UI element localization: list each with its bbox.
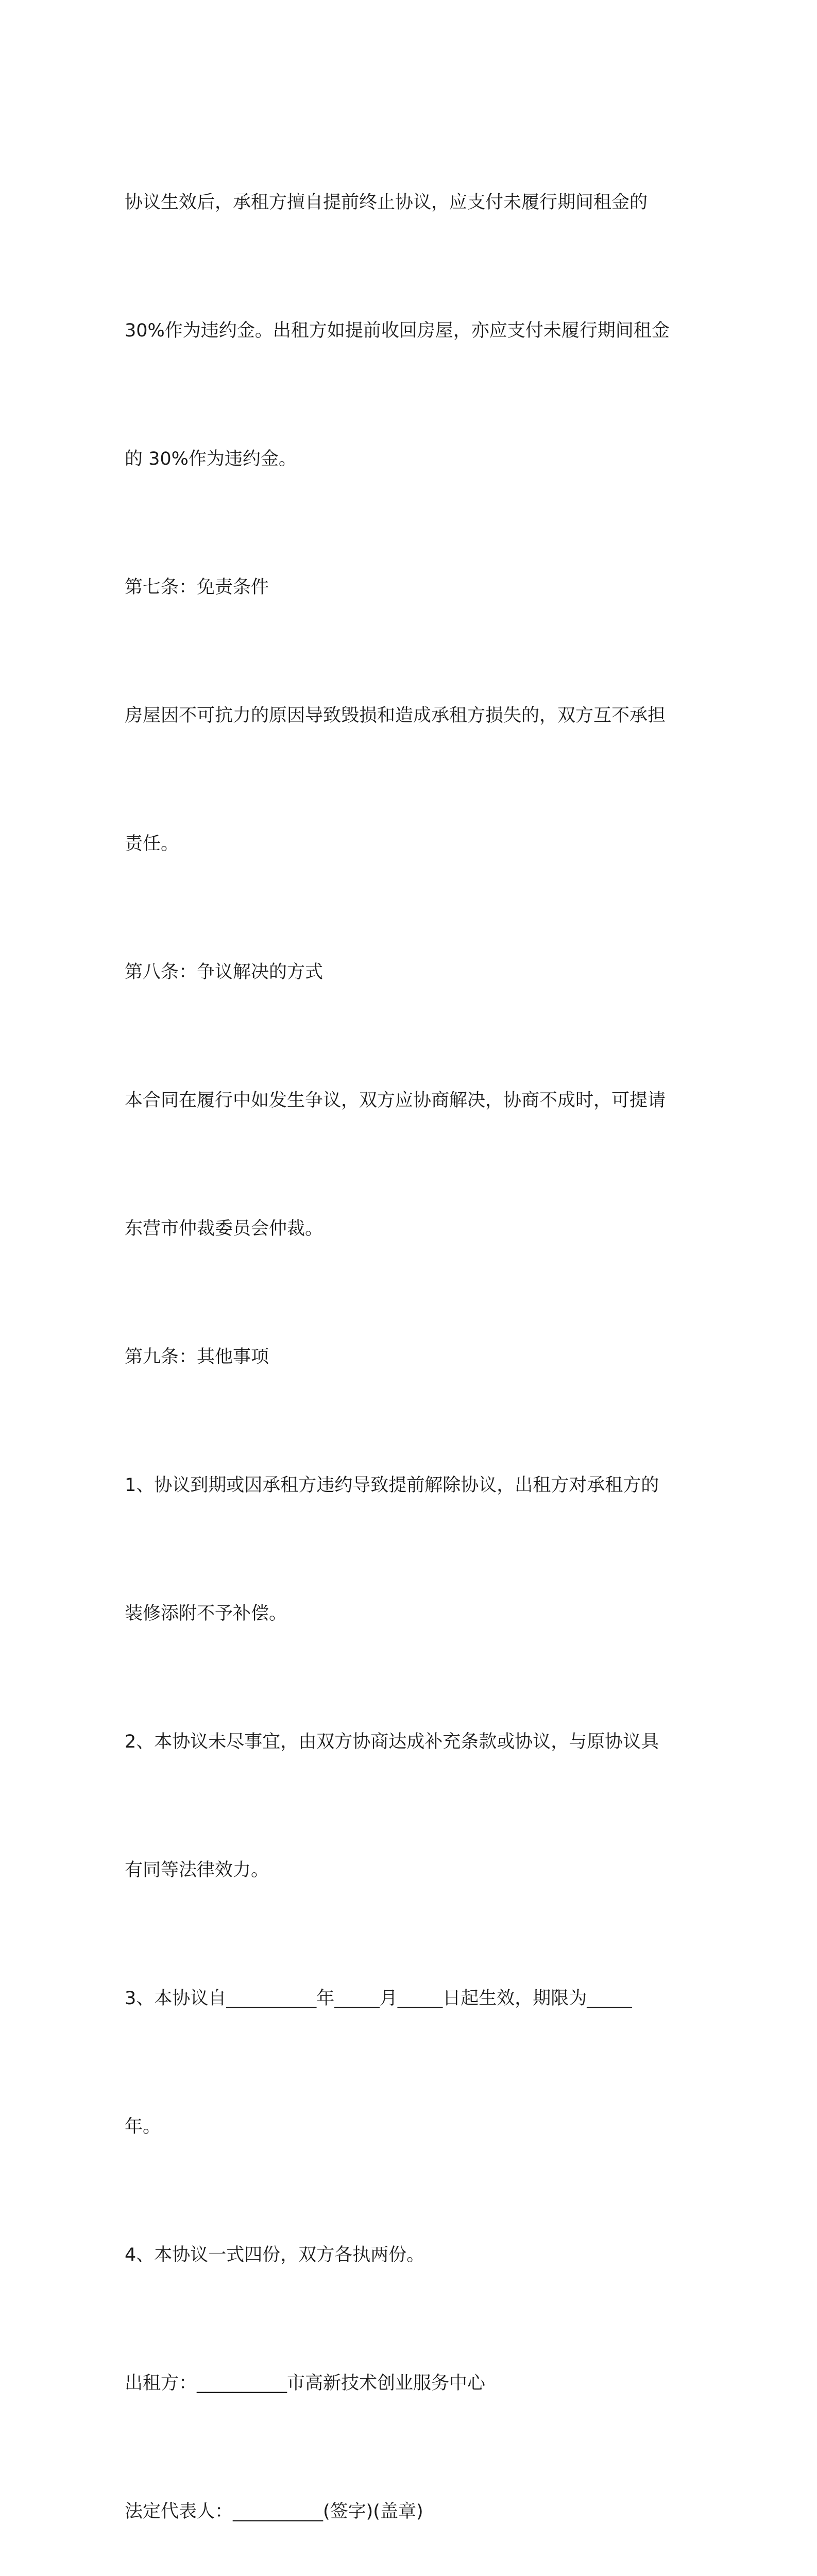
paragraph-line: 房屋因不可抗力的原因导致毁损和造成承租方损失的，双方互不承担 — [125, 705, 666, 726]
paragraph-line: 的 30%作为违约金。 — [125, 449, 297, 469]
signature-line-lessor: 出租方：__________市高新技术创业服务中心 — [125, 2373, 486, 2394]
clause-line: 3、本协议自__________年_____月_____日起生效，期限为_____ — [125, 1988, 632, 2009]
clause-line: 年。 — [125, 2116, 161, 2137]
clause-line: 装修添附不予补偿。 — [125, 1603, 287, 1624]
section-heading: 第八条：争议解决的方式 — [125, 962, 324, 982]
paragraph-line: 30%作为违约金。出租方如提前收回房屋，亦应支付未履行期间租金 — [125, 320, 670, 341]
paragraph-line: 协议生效后，承租方擅自提前终止协议，应支付未履行期间租金的 — [125, 192, 648, 213]
paragraph-line: 本合同在履行中如发生争议，双方应协商解决，协商不成时，可提请 — [125, 1090, 666, 1111]
document-body — [125, 96, 707, 2576]
signature-line-lessor-rep: 法定代表人：__________(签字)(盖章) — [125, 2501, 423, 2522]
clause-line: 4、本协议一式四份，双方各执两份。 — [125, 2245, 425, 2265]
section-heading: 第七条：免责条件 — [125, 577, 269, 598]
paragraph-line: 东营市仲裁委员会仲裁。 — [125, 1218, 324, 1239]
clause-line: 有同等法律效力。 — [125, 1860, 269, 1880]
clause-line: 1、协议到期或因承租方违约导致提前解除协议，出租方对承租方的 — [125, 1475, 659, 1496]
section-heading: 第九条：其他事项 — [125, 1347, 269, 1367]
paragraph-line: 责任。 — [125, 834, 179, 854]
clause-line: 2、本协议未尽事宜，由双方协商达成补充条款或协议，与原协议具 — [125, 1732, 659, 1752]
